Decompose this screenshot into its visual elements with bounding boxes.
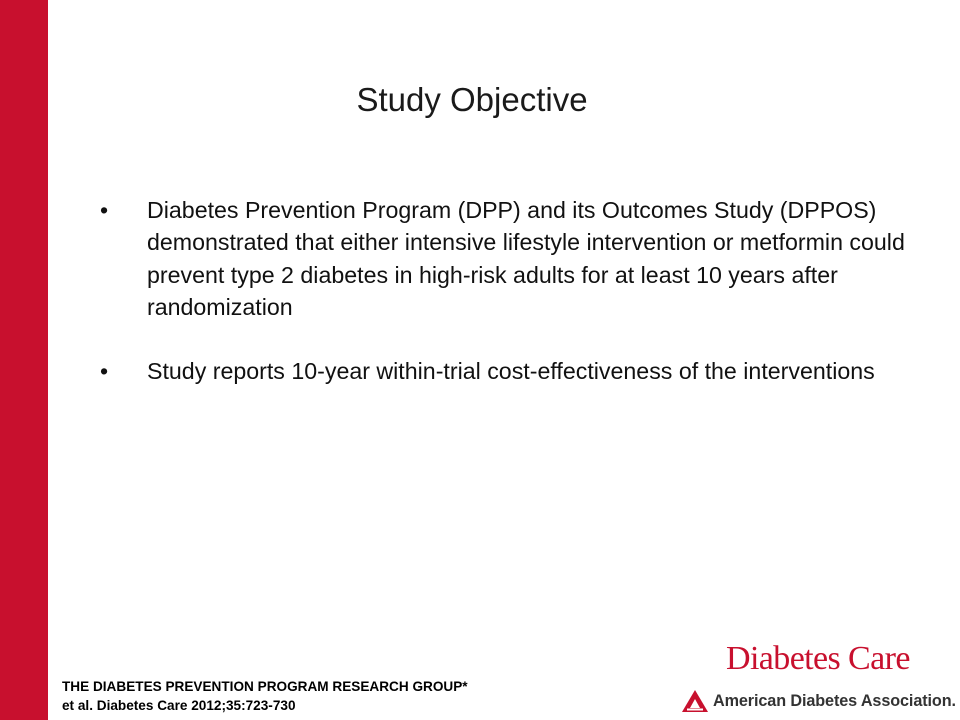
ada-triangle-logo-icon (681, 689, 709, 713)
bullet-text: Diabetes Prevention Program (DPP) and its Outcomes Study (DPPOS) demonstrated that either intensive lifestyle intervention or metformin could prevent type 2 diabetes in high-risk adults for at least 10 years after randomization (147, 197, 905, 320)
association-name: American Diabetes Association. (713, 691, 956, 710)
citation (62, 677, 468, 715)
citation-line-2: et al. Diabetes Care 2012;35:723-730 (62, 698, 296, 713)
ada-branding (681, 689, 956, 713)
citation-line-1: THE DIABETES PREVENTION PROGRAM RESEARCH GROUP* (62, 679, 468, 694)
left-accent-bar (0, 0, 48, 720)
bullet-item (100, 355, 920, 387)
bullet-marker: • (100, 197, 109, 223)
bullet-list (100, 194, 920, 387)
journal-title: Diabetes Care (726, 640, 910, 677)
slide-title: Study Objective (356, 81, 588, 118)
bullet-text: Study reports 10-year within-trial cost-effectiveness of the interventions (147, 358, 875, 385)
bullet-item (100, 194, 920, 323)
bullet-marker: • (100, 358, 109, 385)
